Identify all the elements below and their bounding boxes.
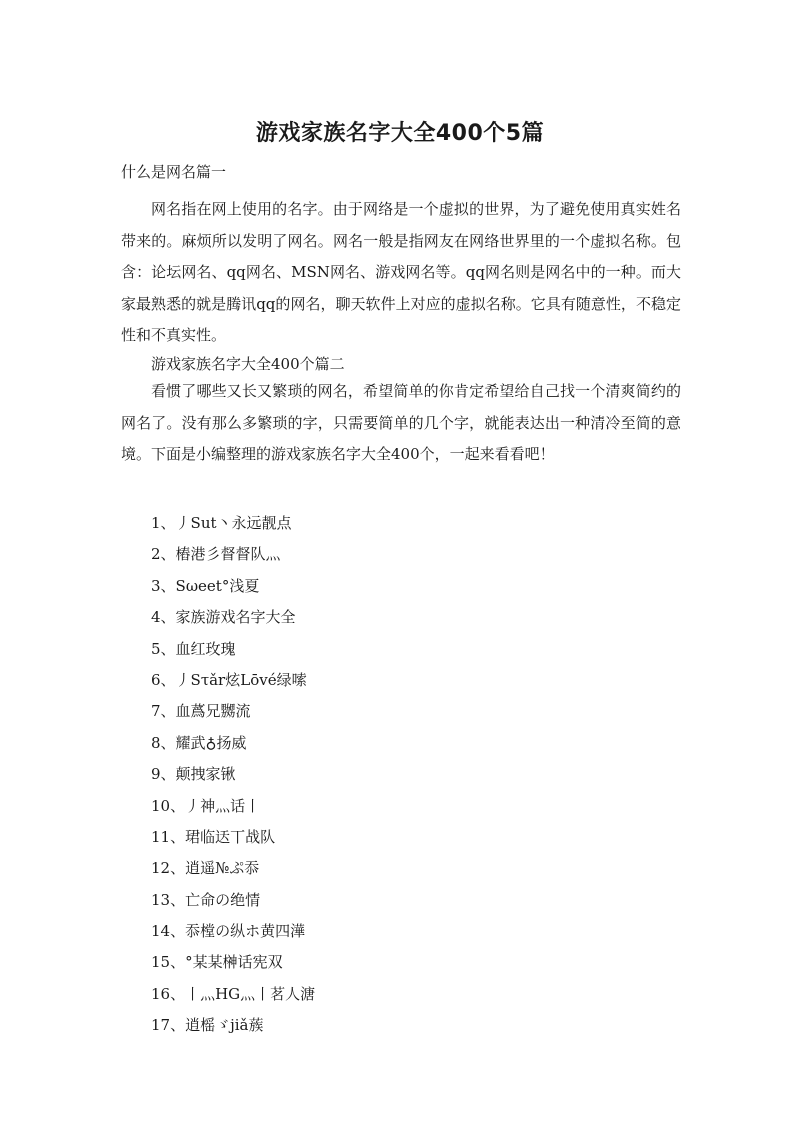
paragraph-intro: 网名指在网上使用的名字。由于网络是一个虚拟的世界，为了避免使用真实姓名带来的。麻烦所以发明了网名。网名一般是指网友在网络世界里的一个虚拟名称。包含：论坛网名、qq网名、MSN网名、游戏网名等。qq网名则是网名中的一种。而大家最熟悉的就是腾讯qq的网名，聊天软件上对应的虚拟名称。它具有随意性，不稳定性和不真实性。 [121,200,681,345]
list-item: 6、丿Sτǎr炫Lōvé绿嗦 [151,670,307,689]
list-item: 14、忝樘の纵ホ黄四澕 [151,922,306,941]
list-item: 3、Sωeet°浅夏 [151,576,260,595]
paragraph-list-intro: 看惯了哪些又长又繁琐的网名，希望简单的你肯定希望给自己找一个清爽简约的网名了。没有那么多繁琐的字，只需要简单的几个字，就能表达出一种清冷至简的意境。下面是小编整理的游戏家族名字大全400个，一起来看看吧！ [121,382,681,464]
list-item: 7、血蔿兄嬲流 [151,702,251,721]
section-heading: 什么是网名篇一 [121,163,227,181]
list-item: 4、家族游戏名字大全 [151,608,296,627]
subheading: 游戏家族名字大全400个篇二 [151,355,345,373]
list-item: 9、颠拽家锹 [151,765,236,784]
document-title: 游戏家族名字大全400个5篇 [255,121,545,146]
list-item: 17、逍榣ゞjiǎ蔟 [151,1016,264,1035]
list-item: 16、丨灬HG灬丨茗人溏 [151,984,316,1003]
list-item: 1、丿Sut丶永远靓点 [151,514,292,532]
list-item: 10、丿神灬话丨 [151,796,261,815]
list-item: 8、耀武♁扬威 [151,733,247,752]
list-item: 5、血红玫瑰 [151,639,236,658]
list-item: 13、亡命の绝情 [151,890,261,909]
list-item: 15、°某某榊话宪双 [151,953,283,972]
list-item: 2、樁港彡督督队灬 [151,545,281,564]
list-item: 11、珺临迗丅战队 [151,827,276,846]
name-list [151,508,315,1042]
list-item: 12、逍遥№ぷ忝 [151,859,260,878]
